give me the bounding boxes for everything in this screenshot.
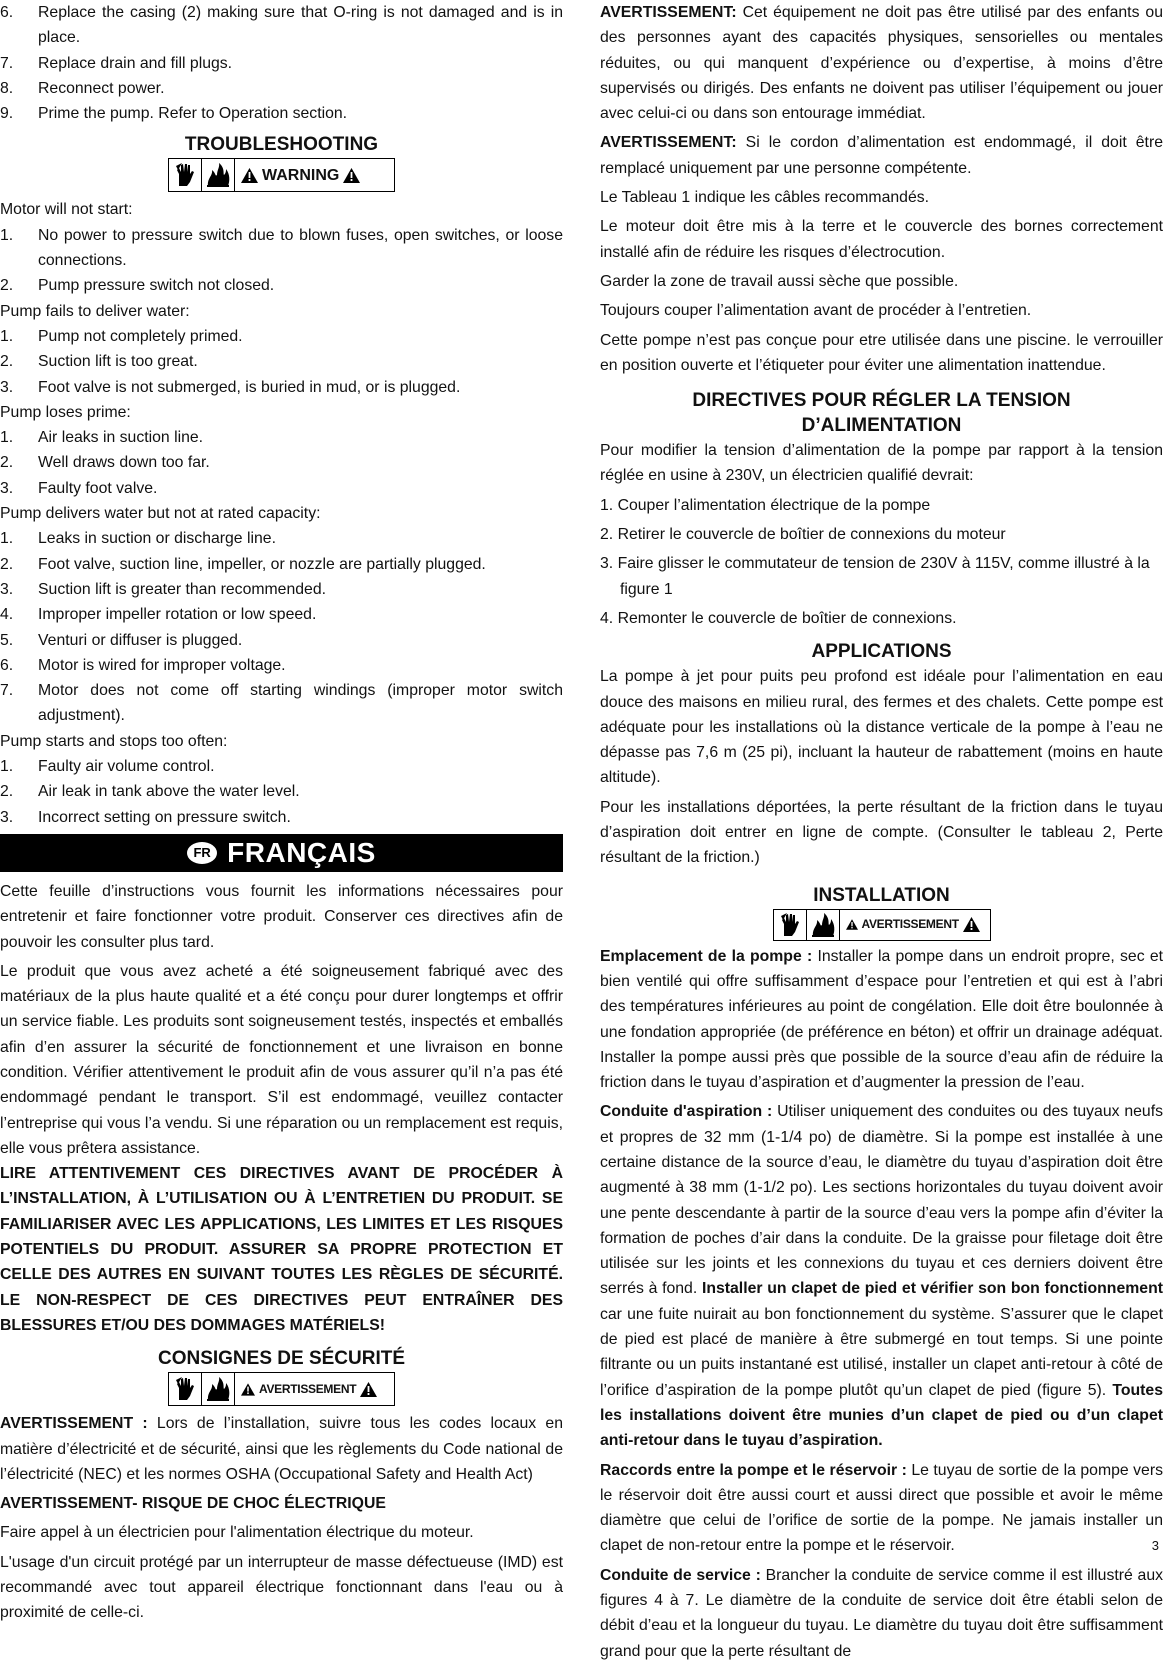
list-item: 1. Air leaks in suction line.	[0, 429, 204, 447]
directives-heading: DIRECTIVES POUR RÉGLER LA TENSION D’ALIMENTATION	[692, 390, 1071, 437]
symptom-title: Motor will not start:	[0, 201, 133, 219]
list-item: 9. Prime the pump. Refer to Operation section.	[0, 105, 348, 123]
list-item: 4. Remonter le couvercle de boîtier de connexions.	[600, 609, 957, 627]
warning-triangle-icon	[241, 1383, 255, 1396]
banner-title: FRANÇAIS	[227, 837, 376, 869]
page-number: 3	[1151, 1538, 1159, 1553]
list-item: 7. Replace drain and fill plugs.	[0, 54, 233, 72]
list-item: 3. Foot valve is not submerged, is buried in mud, or is plugged.	[0, 378, 461, 396]
warning-triangle-icon	[846, 919, 858, 930]
list-item: 3. Incorrect setting on pressure switch.	[0, 808, 291, 826]
installation-heading: INSTALLATION	[813, 884, 950, 906]
paragraph: Conduite d'aspiration : Utiliser uniquement des conduites ou des tuyaux neufs et propres de 32 mm (1-1/4 po) de diamètre. Si la pompe est installée à une certaine distance de la source d’eau, le diamètre du tuyau d’aspiration doit être augmenté à 38 mm (1-1/2 po). Les sections horizontales du tuyau doivent avoir une pente descendante à partir de la source d’eau vers la pompe afin d’éviter la formation de poches d’air dans la conduite. De la graisse pour filetage doit être utilisée sur les joints et les connexions du tuyau et ces derniers doivent être serrés à fond. Installer un clapet de pied et vérifier son bon fonctionnement car une fuite nuirait au bon fonctionnement du système. S’assurer que le clapet de pied est placé de manière à être submergé en tout temps. Si une pointe filtrante ou un puits instantané est utilisé, installer un clapet anti-retour à côté de l’orifice d’aspiration de la pompe plutôt qu’un clapet de pied (figure 5). Toutes les installations doivent être munies d’un clapet de pied ou d’un clapet anti-retour dans le tuyau d’aspiration.	[600, 1103, 1163, 1450]
paragraph: Cette pompe n’est pas conçue pour etre utilisée dans une piscine. le verrouiller en position ouverte et l’étiqueter pour éviter une alimentation inattendue.	[600, 331, 1163, 374]
list-item: 1. Pump not completely primed.	[0, 327, 243, 345]
paragraph: Pour modifier la tension d’alimentation de la pompe par rapport à la tension réglée en usine à 230V, un électricien qualifié devrait:	[600, 442, 1163, 485]
consignes-heading: CONSIGNES DE SÉCURITÉ	[157, 1348, 406, 1370]
list-item: 2. Retirer le couvercle de boîtier de connexions du moteur	[600, 526, 1006, 544]
applications-heading: APPLICATIONS	[811, 641, 952, 663]
paragraph: La pompe à jet pour puits peu profond est idéale pour l’alimentation en eau douce des maisons en milieu rural, des fermes et des chalets. Cette pompe est adéquate pour les installations où la distance verticale de la pompe à l’eau ne dépasse pas 7,6 m (25 pi), incluant la hauteur de rabattement (moins en haute altitude).	[600, 668, 1163, 787]
warning-triangle-icon	[343, 168, 360, 183]
fr-badge: FR	[187, 842, 217, 864]
list-item: 3. Suction lift is greater than recommended.	[0, 580, 327, 598]
hand-hazard-icon	[169, 1373, 202, 1405]
flame-hazard-icon	[807, 910, 840, 940]
paragraph: Faire appel à un électricien pour l'alimentation électrique du moteur.	[0, 1524, 474, 1542]
paragraph: Le produit que vous avez acheté a été soigneusement fabriqué avec des matériaux de la plus haute qualité et a été conçu pour durer longtemps et offrir un service fiable. Les produits sont soigneusement testés, inspectés et emballés afin d’en assurer la sécurité de fonctionnement et une livraison en bonne condition. Vérifier attentivement le produit afin de vous assurer qu’il n’a pas été endommagé pendant le transport. S’il est endommagé, veuillez contacter l’entreprise qui vous l’a vendu. Si une réparation ou un remplacement est requis, elle vous prêtera assistance.	[0, 962, 563, 1157]
warning-triangle-icon	[360, 1382, 377, 1397]
list-item: 2. Well draws down too far.	[0, 454, 210, 472]
warning-box	[773, 909, 991, 941]
list-item: 2. Pump pressure switch not closed.	[0, 277, 275, 295]
troubleshooting-heading: TROUBLESHOOTING	[184, 134, 379, 156]
warning-triangle-icon	[963, 917, 980, 932]
list-item: 3. Faire glisser le commutateur de tension de 230V à 115V, comme illustré à la figure 1	[600, 555, 1150, 598]
paragraph: AVERTISSEMENT: Si le cordon d’alimentation est endommagé, il doit être remplacé uniquement par une personne compétente.	[600, 134, 1163, 177]
symptom-title: Pump loses prime:	[0, 403, 131, 421]
list-item: 5. Venturi or diffuser is plugged.	[0, 631, 243, 649]
warning-label: AVERTISSEMENT	[235, 1373, 383, 1405]
list-item: 1. Leaks in suction or discharge line.	[0, 530, 276, 548]
list-item: 7. Motor does not come off starting windings (improper motor switch adjustment).	[0, 682, 563, 725]
left-column	[0, 0, 563, 1626]
paragraph-heading: AVERTISSEMENT- RISQUE DE CHOC ÉLECTRIQUE	[0, 1495, 386, 1513]
list-item: 6. Replace the casing (2) making sure that O-ring is not damaged and is in place.	[0, 4, 563, 47]
list-item: 2. Air leak in tank above the water level.	[0, 783, 300, 801]
paragraph: Raccords entre la pompe et le réservoir : Le tuyau de sortie de la pompe vers le réservoir doit être aussi court et aussi direct que possible et avoir le même diamètre que celui de l’orifice de sortie de la pompe. Ne jamais installer un clapet de non-retour entre la pompe et le réservoir.	[600, 1461, 1163, 1555]
symptom-title: Pump fails to deliver water:	[0, 302, 190, 320]
list-item: 1. Faulty air volume control.	[0, 758, 215, 776]
warning-box	[168, 1372, 395, 1406]
list-item: 2. Suction lift is too great.	[0, 353, 198, 371]
list-item: 4. Improper impeller rotation or low speed.	[0, 606, 317, 624]
warning-label: WARNING	[235, 159, 366, 191]
paragraph: Le Tableau 1 indique les câbles recommandés.	[600, 189, 930, 207]
paragraph: AVERTISSEMENT: Cet équipement ne doit pas être utilisé par des enfants ou des personnes ayant des capacités physiques, sensorielles ou mentales réduites, ou qui manquent d’expérience ou d’expertise, à moins d’être supervisés ou dirigés. Des enfants ne doivent pas utiliser l’équipement ou jouer avec celui-ci ou dans son entourage immédiat.	[600, 4, 1163, 123]
list-item: 6. Motor is wired for improper voltage.	[0, 656, 286, 674]
hand-hazard-icon	[169, 159, 202, 191]
list-item: 1. No power to pressure switch due to blown fuses, open switches, or loose connections.	[0, 226, 563, 270]
hand-hazard-icon	[774, 910, 807, 940]
paragraph: Emplacement de la pompe : Installer la pompe dans un endroit propre, sec et bien ventilé qui offre suffisamment d’espace pour l’entretien et qui est à l’abri des températures inférieures au point de congélation. Elle doit être boulonnée à une fondation appropriée (de préférence en béton) et offrir un drainage adéquat. Installer la pompe aussi près que possible de la source d’eau afin de réduire la friction dans le tuyau d’aspiration et d’augmenter la pression de l’eau.	[600, 947, 1163, 1092]
paragraph: Pour les installations déportées, la perte résultant de la friction dans le tuyau d’aspiration doit entrer en ligne de compte. (Consulter le tableau 2, Perte résultant de la friction.)	[600, 798, 1163, 867]
paragraph: Le moteur doit être mis à la terre et le couvercle des bornes correctement installé afin de réduire les risques d’électrocution.	[600, 218, 1163, 261]
flame-hazard-icon	[202, 159, 235, 191]
caps-warning: LIRE ATTENTIVEMENT CES DIRECTIVES AVANT DE PROCÉDER À L’INSTALLATION, À L’UTILISATION OU À L’ENTRETIEN DU PRODUIT. SE FAMILIARISER AVEC LES APPLICATIONS, LES LIMITES ET LES RISQUES POTENTIELS DU PRODUIT. ASSURER SA PROPRE PROTECTION ET CELLE DES AUTRES EN SUIVANT TOUTES LES RÈGLES DE SÉCURITÉ. LE NON-RESPECT DE CES DIRECTIVES PEUT ENTRAÎNER DES BLESSURES ET/OU DES DOMMAGES MATÉRIELS!	[0, 1165, 563, 1334]
warning-label: AVERTISSEMENT	[840, 910, 986, 940]
warning-triangle-icon	[241, 168, 258, 183]
list-item: 2. Foot valve, suction line, impeller, or nozzle are partially plugged.	[0, 555, 486, 573]
paragraph: AVERTISSEMENT : Lors de l’installation, suivre tous les codes locaux en matière d’électricité et de sécurité, ainsi que les règlements du Code national de l’électricité (NEC) et les normes OSHA (Occupational Safety and Health Act)	[0, 1415, 564, 1483]
language-banner	[0, 834, 563, 872]
warning-box	[168, 158, 395, 192]
paragraph: Conduite de service : Brancher la conduite de service comme il est illustré aux figures 4 à 7. Le diamètre de la conduite de service doit être établi selon de débit d’eau et la longueur du tuyau. Le diamètre du tuyau doit être suffisamment grand pour que la perte résultant de	[600, 1566, 1163, 1660]
list-item: 1. Couper l’alimentation électrique de la pompe	[600, 496, 931, 514]
paragraph: L'usage d'un circuit protégé par un interrupteur de masse défectueuse (IMD) est recommandé avec tout appareil électrique fonctionnant dans l'eau ou à proximité de celle-ci.	[0, 1553, 563, 1622]
paragraph: Garder la zone de travail aussi sèche que possible.	[600, 272, 959, 290]
right-column	[600, 0, 1163, 1664]
flame-hazard-icon	[202, 1373, 235, 1405]
list-item: 8. Reconnect power.	[0, 79, 165, 97]
list-item: 3. Faulty foot valve.	[0, 479, 158, 497]
paragraph: Cette feuille d’instructions vous fournit les informations nécessaires pour entretenir et faire fonctionner votre produit. Conserver ces directives afin de pouvoir les consulter plus tard.	[0, 882, 563, 951]
paragraph: Toujours couper l’alimentation avant de procéder à l’entretien.	[600, 302, 1032, 320]
symptom-title: Pump delivers water but not at rated capacity:	[0, 505, 321, 523]
symptom-title: Pump starts and stops too often:	[0, 732, 228, 750]
